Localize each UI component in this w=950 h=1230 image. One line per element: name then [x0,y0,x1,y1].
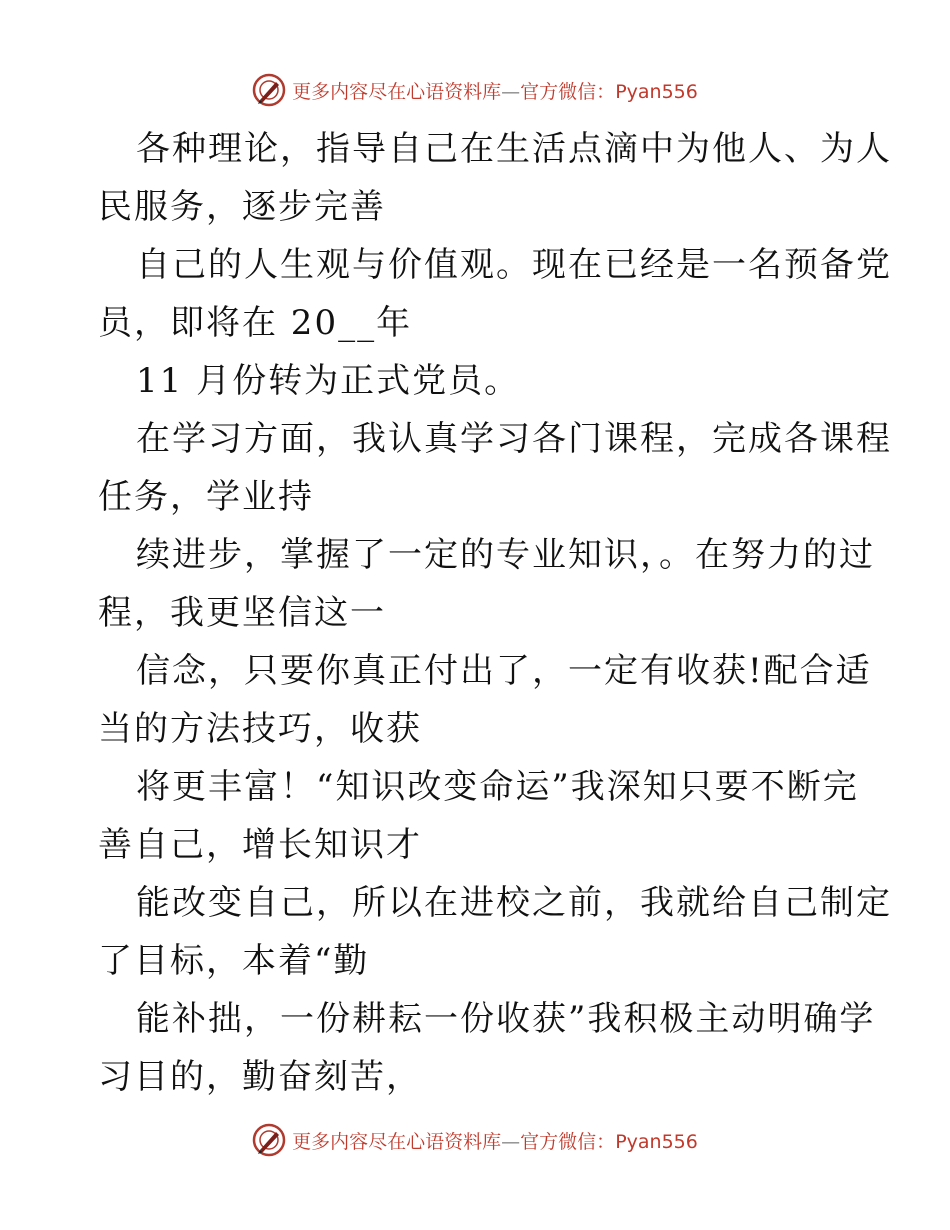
banner-dash: — [501,80,521,103]
text-line: 信念，只要你真正付出了，一定有收获!配合适 [136,651,872,691]
pen-logo-icon [252,73,286,107]
text-line: 了目标，本着“勤 [98,941,370,981]
footer-banner [0,1120,950,1160]
header-banner [0,70,950,110]
banner-main-text: 更多内容尽在心语资料库 [292,80,502,103]
text-line: 善自己，增长知识才 [98,825,422,865]
banner-text [292,77,698,104]
text-line: 11 月份转为正式党员。 [136,361,521,401]
banner-wechat-label: 官方微信： [520,1130,616,1153]
document-body [98,120,892,1106]
text-line: 自己的人生观与价值观。现在已经是一名预备党 [136,245,892,285]
text-line: 习目的，勤奋刻苦， [98,1057,422,1097]
banner-dash: — [501,1130,521,1153]
text-line: 能改变自己，所以在进校之前，我就给自己制定 [136,883,892,923]
text-line: 将更丰富！“知识改变命运”我深知只要不断完 [136,767,859,807]
text-line: 民服务，逐步完善 [98,187,386,227]
text-line: 各种理论，指导自己在生活点滴中为他人、为人 [136,129,892,169]
banner-wechat-label: 官方微信： [520,80,616,103]
text-line: 能补拙，一份耕耘一份收获”我积极主动明确学 [136,999,876,1039]
text-line: 在学习方面，我认真学习各门课程，完成各课程 [136,419,892,459]
banner-handle: Pyan556 [615,1130,698,1153]
text-line: 任务，学业持 [98,477,314,517]
text-line: 当的方法技巧，收获 [98,709,422,749]
banner-handle: Pyan556 [615,80,698,103]
banner-text [292,1127,698,1154]
text-line: 续进步，掌握了一定的专业知识，。在努力的过 [136,535,875,575]
text-line: 员，即将在 20__年 [98,303,413,343]
banner-main-text: 更多内容尽在心语资料库 [292,1130,502,1153]
pen-logo-icon [252,1123,286,1157]
text-line: 程，我更坚信这一 [98,593,386,633]
